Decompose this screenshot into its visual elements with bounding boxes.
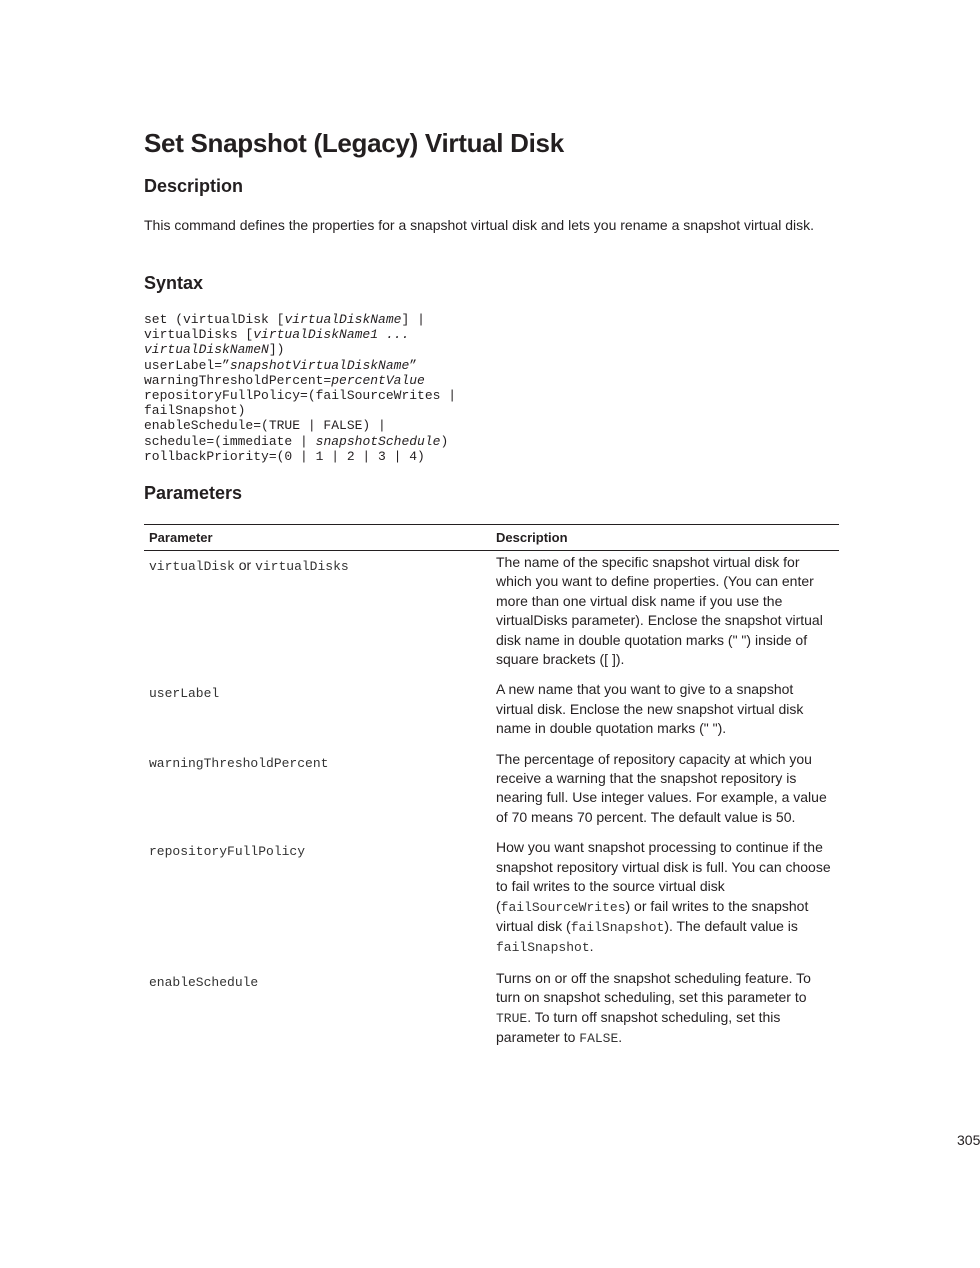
syntax-literal: ])	[268, 342, 285, 358]
code-term: failSnapshot	[496, 940, 590, 956]
parameters-heading: Parameters	[144, 483, 243, 503]
parameters-table	[144, 524, 839, 1057]
syntax-placeholder: virtualDiskName1 ...	[253, 327, 410, 343]
code-term: TRUE	[496, 1010, 528, 1026]
code-term: repositoryFullPolicy	[149, 844, 306, 860]
syntax-line	[144, 388, 456, 403]
syntax-literal: userLabel=”	[144, 357, 230, 373]
syntax-placeholder: virtualDiskName	[284, 312, 402, 327]
description-text: This command defines the properties for a snapshot virtual disk and lets you rename a snapshot virtual disk.	[144, 217, 815, 233]
syntax-literal: schedule=(immediate |	[144, 433, 316, 449]
text-segment: . To turn off snapshot scheduling, set this parameter to	[496, 1008, 781, 1045]
parameter-cell	[144, 967, 491, 1058]
table-row	[144, 748, 839, 837]
text-segment: .	[589, 938, 594, 955]
syntax-line	[144, 373, 456, 388]
table-row	[144, 678, 839, 747]
syntax-literal: ] |	[401, 312, 425, 327]
syntax-line	[144, 418, 456, 433]
code-term: warningThresholdPercent	[149, 755, 329, 771]
page-number: 305	[957, 1132, 980, 1148]
table-header-row	[144, 525, 839, 551]
description-cell	[491, 967, 839, 1058]
description-cell	[491, 678, 839, 747]
code-term: virtualDisks	[255, 559, 349, 574]
code-term: FALSE	[579, 1030, 619, 1046]
syntax-line	[144, 312, 456, 327]
text-segment: or	[234, 557, 256, 573]
syntax-placeholder: virtualDiskNameN	[144, 342, 269, 358]
syntax-literal: enableSchedule=(TRUE | FALSE) |	[144, 418, 386, 434]
text-segment: ) or fail writes to the snapshot virtual disk (	[496, 897, 809, 934]
text-segment: A new name that you want to give to a snapshot virtual disk. Enclose the new snapshot virtual disk name in double quotation marks (" ").	[496, 681, 804, 737]
syntax-line	[144, 449, 456, 464]
syntax-literal: repositoryFullPolicy=(failSourceWrites |	[144, 387, 457, 403]
parameter-cell	[144, 678, 491, 747]
syntax-placeholder: percentValue	[331, 372, 425, 388]
text-segment: The name of the specific snapshot virtual disk for which you want to define properties. (You can enter more than one virtual disk name if you use the virtualDisks parameter). Enclose the snapshot virtual disk name in double quotation marks (" ") inside of square brackets ([ ]).	[496, 554, 823, 668]
code-term: failSourceWrites	[500, 899, 626, 915]
parameter-cell	[144, 551, 491, 679]
syntax-line	[144, 403, 456, 418]
text-segment: .	[618, 1028, 623, 1045]
table-row	[144, 836, 839, 966]
description-cell	[491, 551, 839, 679]
text-segment: How you want snapshot processing to continue if the snapshot repository virtual disk is full. You can choose to fail writes to the source virtual disk (	[496, 839, 831, 914]
text-segment: Turns on or off the snapshot scheduling feature. To turn on snapshot scheduling, set this parameter to	[496, 969, 811, 1006]
syntax-literal: )	[440, 433, 449, 449]
syntax-line	[144, 327, 456, 342]
syntax-line	[144, 342, 456, 357]
text-segment: The percentage of repository capacity at which you receive a warning that the snapshot repository is nearing full. Use integer values. For example, a value of 70 means 70 percent. The default value is 50.	[496, 750, 827, 825]
column-header-parameter: Parameter	[144, 525, 491, 551]
parameter-cell	[144, 748, 491, 837]
table-row	[144, 551, 839, 679]
code-term: userLabel	[149, 686, 220, 702]
code-term: failSnapshot	[570, 919, 665, 935]
syntax-code-block	[144, 312, 456, 464]
syntax-literal: warningThresholdPercent=	[144, 372, 332, 388]
syntax-literal: rollbackPriority=(0 | 1 | 2 | 3 | 4)	[144, 448, 425, 464]
column-header-description: Description	[491, 525, 839, 551]
description-cell	[491, 748, 839, 837]
syntax-placeholder: snapshotSchedule	[315, 433, 441, 449]
syntax-literal: set (virtualDisk [	[144, 312, 285, 327]
syntax-line	[144, 358, 456, 373]
parameter-cell	[144, 836, 491, 966]
code-term: enableSchedule	[149, 974, 259, 990]
syntax-literal: ”	[409, 357, 418, 373]
syntax-line	[144, 434, 456, 449]
syntax-heading: Syntax	[144, 273, 204, 293]
syntax-literal: failSnapshot)	[144, 403, 246, 419]
syntax-literal: virtualDisks [	[144, 327, 254, 343]
code-term: virtualDisk	[149, 559, 235, 574]
page-title: Set Snapshot (Legacy) Virtual Disk	[144, 128, 564, 158]
parameters-table-body	[144, 551, 839, 1058]
table-row	[144, 967, 839, 1058]
description-heading: Description	[144, 176, 244, 196]
syntax-placeholder: snapshotVirtualDiskName	[229, 357, 410, 373]
text-segment: ). The default value is	[664, 917, 798, 934]
description-cell	[491, 836, 839, 966]
